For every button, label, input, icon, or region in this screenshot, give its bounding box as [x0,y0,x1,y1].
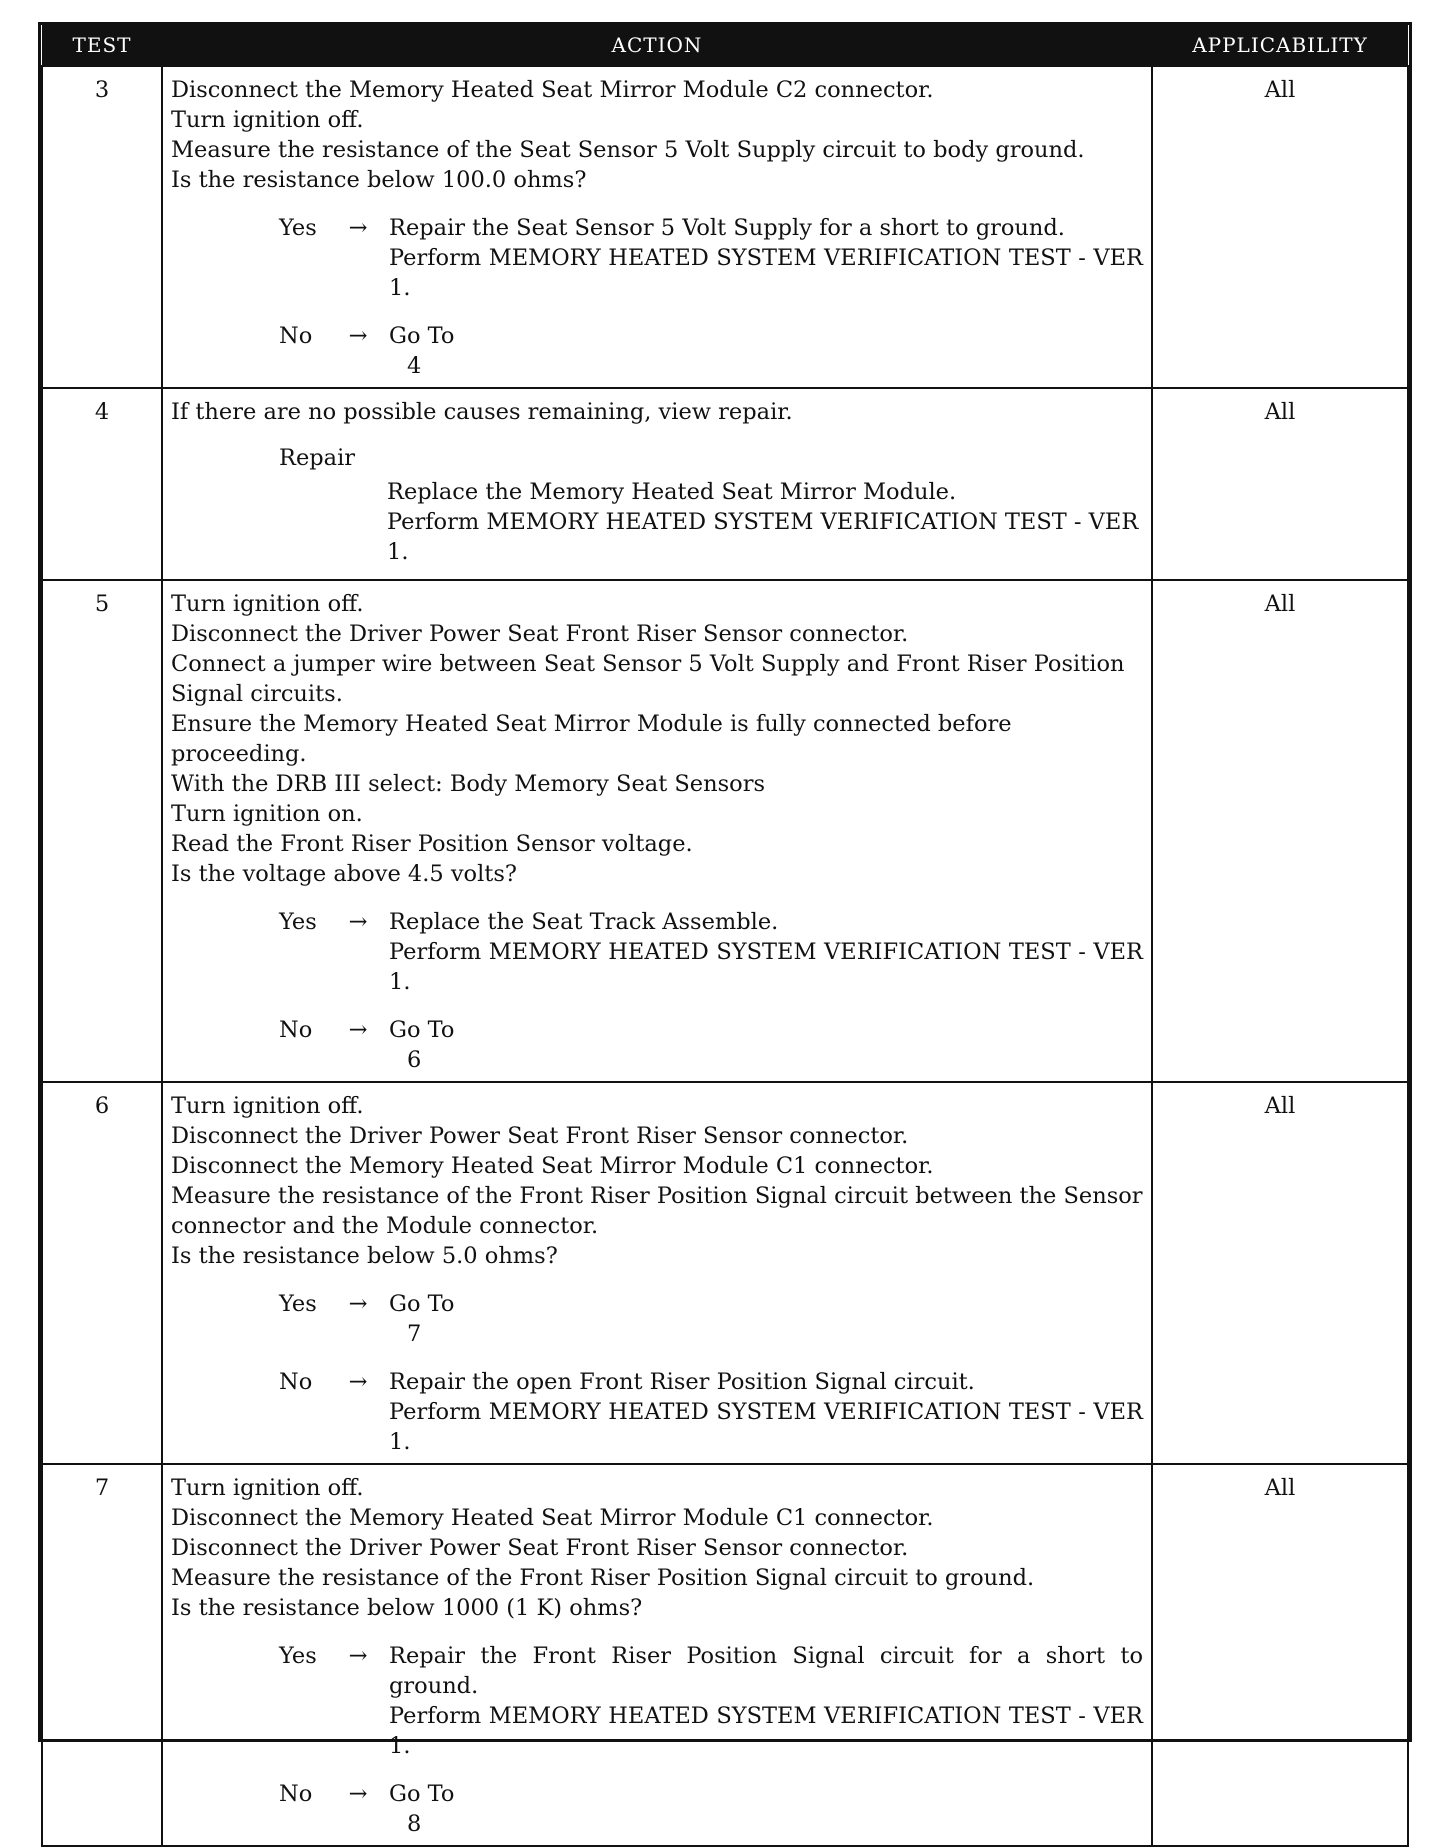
repair-label: Repair [279,445,356,471]
yes-result-line: Repair the Seat Sensor 5 Volt Supply for a short to ground. [389,215,1065,241]
action-cell [162,580,1152,1082]
action-step: Is the resistance below 5.0 ohms? [171,1243,558,1269]
right-arrow-icon: → [348,1017,368,1043]
right-arrow-icon: → [348,215,368,241]
action-step: Turn ignition on. [171,801,363,827]
no-result-line: Repair the open Front Riser Position Signal circuit. [389,1369,975,1395]
test-number: 3 [42,66,162,388]
yes-result-line: Replace the Seat Track Assemble. [389,909,779,935]
goto-text: Go To 8 [389,1779,1143,1839]
table-row-test-7 [42,1464,1408,1846]
action-cell [162,1464,1152,1846]
yes-result [389,1289,1143,1349]
goto-text: Go To 6 [389,1015,1143,1075]
action-step: Turn ignition off. [171,1475,364,1501]
yes-label: Yes [279,1643,317,1669]
yes-result [389,907,1143,997]
yes-label: Yes [279,1291,317,1317]
goto-step-number: 6 [407,1047,422,1073]
action-step: Measure the resistance of the Front Riser Position Signal circuit to ground. [171,1565,1035,1591]
header-test: TEST [42,25,162,66]
table-row-test-5 [42,580,1408,1082]
action-cell [162,388,1152,580]
right-arrow-icon: → [348,1781,368,1807]
applicability-value: All [1152,1082,1408,1464]
table-row-test-4 [42,388,1408,580]
repair-line: Perform MEMORY HEATED SYSTEM VERIFICATION TEST - VER 1. [387,509,1139,565]
action-step: With the DRB III select: Body Memory Seat Sensors [171,771,765,797]
applicability-value: All [1152,1464,1408,1846]
right-arrow-icon: → [348,1369,368,1395]
outcome-list [171,1289,1143,1457]
applicability-value: All [1152,580,1408,1082]
outcome-list [171,213,1143,381]
yes-result-line: Perform MEMORY HEATED SYSTEM VERIFICATION TEST - VER 1. [389,1703,1143,1759]
no-label: No [279,1017,313,1043]
goto-step-number: 8 [407,1811,422,1837]
right-arrow-icon: → [348,909,368,935]
goto-text: Go To 7 [389,1289,1143,1349]
outcome-no [279,321,1143,381]
goto-text: Go To 4 [389,321,1143,381]
table-row-test-3 [42,66,1408,388]
right-arrow-icon: → [348,1643,368,1669]
action-step: Disconnect the Driver Power Seat Front Riser Sensor connector. [171,621,909,647]
no-label: No [279,323,313,349]
header-action: ACTION [162,25,1152,66]
test-number: 5 [42,580,162,1082]
header-applicability: APPLICABILITY [1152,25,1408,66]
applicability-value: All [1152,388,1408,580]
yes-result-line: Perform MEMORY HEATED SYSTEM VERIFICATION TEST - VER 1. [389,245,1143,301]
outcome-no [279,1779,1143,1839]
no-label: No [279,1781,313,1807]
no-label: No [279,1369,313,1395]
yes-label: Yes [279,909,317,935]
action-step: Turn ignition off. [171,107,364,133]
test-number: 4 [42,388,162,580]
test-number: 6 [42,1082,162,1464]
no-result-line: Perform MEMORY HEATED SYSTEM VERIFICATION TEST - VER 1. [389,1399,1143,1455]
applicability-value: All [1152,66,1408,388]
repair-line: Replace the Memory Heated Seat Mirror Module. [387,479,957,505]
outcome-yes [279,213,1143,303]
yes-result [389,1641,1143,1761]
action-step: Turn ignition off. [171,591,364,617]
test-number: 7 [42,1464,162,1846]
goto-step-number: 4 [407,353,422,379]
yes-result-line: Perform MEMORY HEATED SYSTEM VERIFICATION TEST - VER 1. [389,939,1143,995]
action-step: Disconnect the Driver Power Seat Front Riser Sensor connector. [171,1535,909,1561]
right-arrow-icon: → [348,1291,368,1317]
goto-step-number: 7 [407,1321,422,1347]
action-cell [162,66,1152,388]
outcome-no [279,1367,1143,1457]
yes-label: Yes [279,215,317,241]
action-step: Read the Front Riser Position Sensor voltage. [171,831,693,857]
repair-block [279,443,1143,473]
table-row-test-6 [42,1082,1408,1464]
action-step: Disconnect the Memory Heated Seat Mirror Module C1 connector. [171,1505,934,1531]
action-step: Disconnect the Memory Heated Seat Mirror Module C2 connector. [171,77,934,103]
action-step: Connect a jumper wire between Seat Sensor 5 Volt Supply and Front Riser Position Signal circuits. [171,651,1125,707]
outcome-no [279,1015,1143,1075]
outcome-yes [279,1289,1143,1349]
action-step: Is the resistance below 100.0 ohms? [171,167,587,193]
diagnostic-table [41,25,1409,1847]
action-step: If there are no possible causes remaining, view repair. [171,399,793,425]
no-result [389,1015,1143,1075]
outcome-yes [279,907,1143,997]
action-step: Ensure the Memory Heated Seat Mirror Module is fully connected before proceeding. [171,711,1012,767]
action-step: Measure the resistance of the Seat Sensor 5 Volt Supply circuit to body ground. [171,137,1085,163]
action-step: Disconnect the Memory Heated Seat Mirror Module C1 connector. [171,1153,934,1179]
action-step: Disconnect the Driver Power Seat Front Riser Sensor connector. [171,1123,909,1149]
action-step: Is the voltage above 4.5 volts? [171,861,517,887]
outcome-list [171,1641,1143,1839]
action-step: Measure the resistance of the Front Riser Position Signal circuit between the Sensor connector and the Module connector. [171,1183,1143,1239]
no-result [389,1779,1143,1839]
no-result [389,321,1143,381]
repair-instructions [387,477,1143,567]
action-cell [162,1082,1152,1464]
diagnostic-table-page [38,22,1412,1837]
outcome-list [171,907,1143,1075]
outcome-yes [279,1641,1143,1761]
right-arrow-icon: → [348,323,368,349]
no-result [389,1367,1143,1457]
action-step: Turn ignition off. [171,1093,364,1119]
action-step: Is the resistance below 1000 (1 K) ohms? [171,1595,643,1621]
table-header-row [42,25,1408,66]
yes-result-line: Repair the Front Riser Position Signal circuit for a short to ground. [389,1643,1143,1699]
yes-result [389,213,1143,303]
